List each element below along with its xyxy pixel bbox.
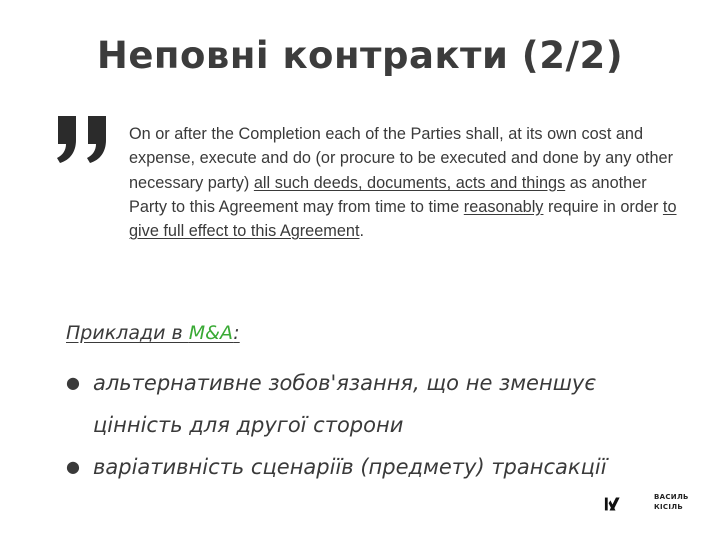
list-item	[66, 362, 686, 446]
logo-text	[654, 492, 689, 512]
bullet-icon: ●	[66, 373, 80, 392]
quote-underlined-reasonably: reasonably	[463, 197, 544, 216]
examples-label	[66, 322, 240, 344]
quote-text	[129, 122, 689, 243]
quote-text-part: .	[359, 222, 365, 241]
examples-label-accent: M&A	[188, 322, 234, 344]
examples-label-suffix: :	[233, 322, 240, 344]
quote-underlined-deeds: all such deeds, documents, acts and things	[253, 173, 566, 192]
quote-text-part: On or after the Completion each of the Parties shall, at its own cost and expense, execute and do (or procure to be executed and done by any other necessary party)	[129, 125, 673, 192]
examples-label-prefix: Приклади в	[66, 322, 189, 344]
bullet-icon: ●	[66, 457, 80, 476]
list-item	[66, 446, 686, 488]
list-item-text: варіативність сценаріїв (предмету) трансакції	[93, 455, 607, 479]
list-item-text: альтернативне зобов'язання, що не зменшує цінність для другої сторони	[93, 371, 596, 437]
logo-line-2: КІСІЛЬ	[654, 503, 684, 511]
logo-line-1: ВАСИЛЬ	[654, 493, 689, 501]
closing-quote-icon	[54, 116, 114, 166]
quote-text-part: require in order	[543, 197, 663, 216]
quote-underlined-effect: to give full effect to this Agreement	[129, 197, 677, 241]
examples-list	[66, 362, 686, 488]
slide-title: Неповні контракти (2/2)	[96, 34, 624, 77]
quote-text-part: as another Party to this Agreement may from time to time	[129, 173, 647, 216]
vk-logo-icon	[604, 488, 650, 520]
